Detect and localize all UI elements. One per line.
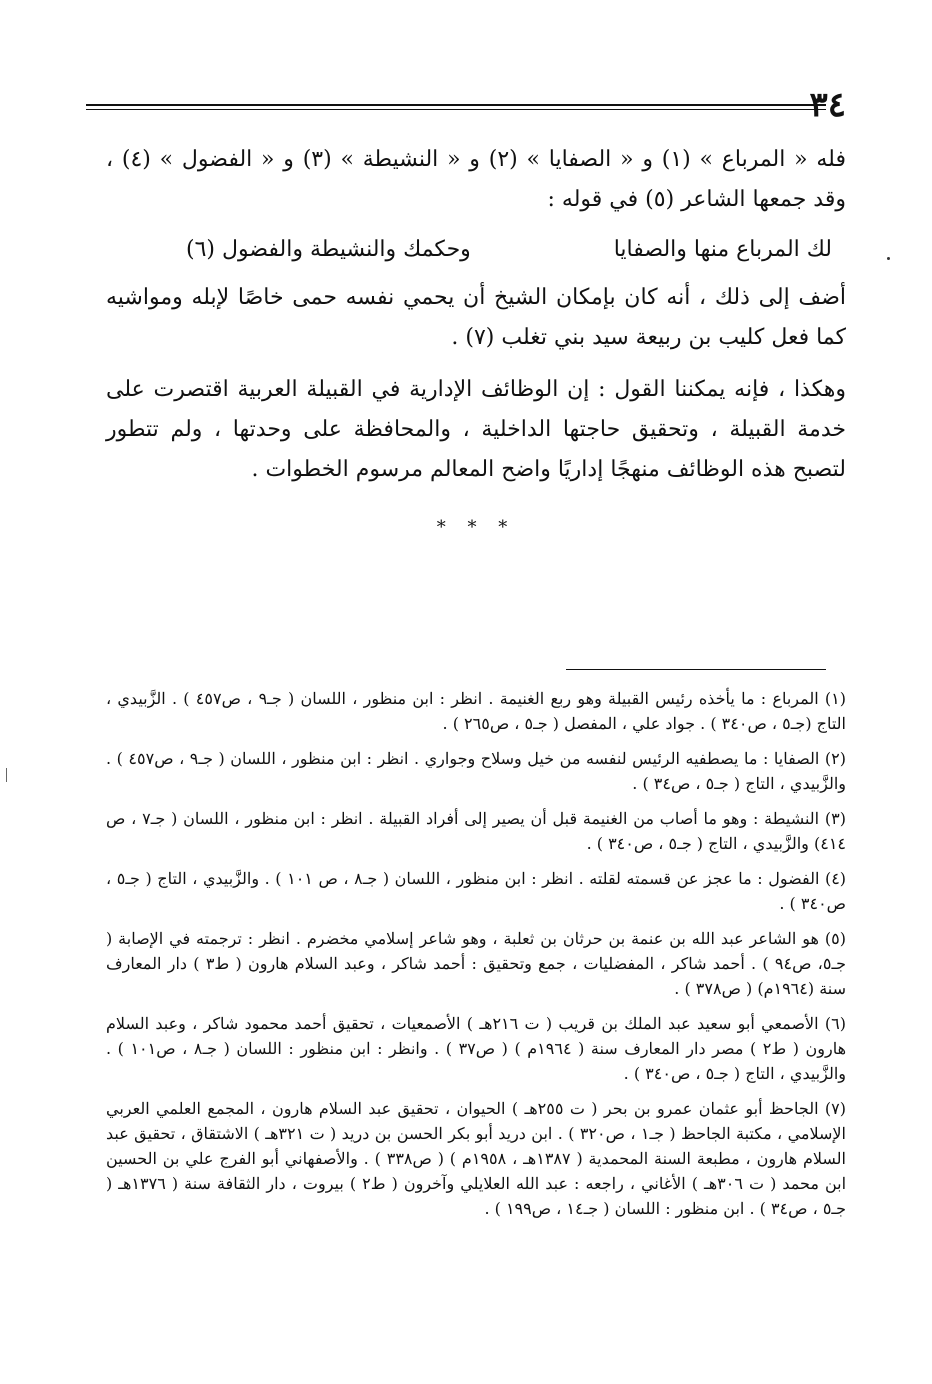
footnote-5: (٥) هو الشاعر عبد الله بن عنمة بن حرثان بن ثعلبة ، وهو شاعر إسلامي مخضرم . انظر : ترجمته في الإصابة ( جـ٥، ص٩٤ ) . أحمد شاكر ، المفضليات ، جمع وتحقيق : أحمد شاكر ، وعبد السلام هارون ( ط٣ ) دار المعارف سنة (١٩٦٤م) ( ص٣٧٨ ) .: [106, 929, 847, 998]
footnote-3: (٣) النشيطة : وهو ما أصاب من الغنيمة قبل أن يصير إلى أفراد القبيلة . انظر : ابن منظور ، اللسان ( جـ٧ ، ص ٤١٤) والزَّبيدي ، التاج ( جـ٥ ، ص٣٤٠ ) .: [106, 809, 846, 853]
footnote-4: (٤) الفضول : ما عجز عن قسمته لقلته . انظر : ابن منظور ، اللسان ( جـ٨ ، ص ١٠١ ) . والزَّبيدي ، التاج ( جـ٥ ، ص٣٤٠ ) .: [106, 869, 847, 913]
footnote-2: (٢) الصفايا : ما يصطفيه الرئيس لنفسه من خيل وسلاح وجواري . انظر : ابن منظور ، اللسان ( جـ٩ ، ص٤٥٧ ) . والزَّبيدي ، التاج ( جـ٥ ، ص٣٤ ) .: [106, 749, 847, 793]
verse-second-hemistich: وحكمك والنشيطة والفضول (٦): [186, 237, 471, 262]
footnote-rule: [566, 669, 826, 670]
footnote-1: (١) المرباع : ما يأخذه رئيس القبيلة وهو ربع الغنيمة . انظر : ابن منظور ، اللسان ( جـ٩ ، ص٤٥٧ ) . الزَّبيدي ، التاج (جـ٥ ، ص٣٤٠ ) . جواد علي ، المفصل ( جـ٥ ، ص٢٦٥ ) .: [106, 689, 847, 733]
footnote-7: (٧) الجاحظ أبو عثمان عمرو بن بحر ( ت ٢٥٥هـ ) الحيوان ، تحقيق عبد السلام هارون ، المجمع العلمي العربي الإسلامي ، مكتبة الجاحظ ( جـ١ ، ص٣٢٠ ) . ابن دريد أبو بكر الحسن بن دريد ( ت ٣٢١هـ ) الاشتقاق ، تحقيق عبد السلام هارون ، مطبعة السنة المحمدية ( ١٣٨٧هـ ، ١٩٥٨م ) ( ص٣٣٨ ) . والأصفهاني أبو الفرج علي بن الحسين ابن محمد ( ت ٣٠٦هـ ) الأغاني ، راجعه : عبد الله العلايلي وآخرون ( ط٢ ) بيروت ، دار الثقافة سنة ( ١٣٧٦هـ ( جـ٥ ، ص٣٤ ) . ابن منظور : اللسان ( جـ١٤ ، ص١٩٩ ) .: [106, 1099, 847, 1218]
main-text: [106, 140, 846, 548]
margin-tick: [6, 768, 7, 782]
paragraph-1: فله « المرباع » (١) و « الصفايا » (٢) و « النشيطة » (٣) و « الفضول » (٤) ، وقد جمعها الشاعر (٥) في قوله :: [106, 147, 846, 212]
verse-first-hemistich: لك المرباع منها والصفايا: [613, 237, 832, 262]
footnotes: [106, 686, 846, 1231]
verse: [106, 228, 846, 272]
header-rule: [86, 104, 826, 110]
margin-mark: [887, 257, 890, 260]
paragraph-3: وهكذا ، فإنه يمكننا القول : إن الوظائف الإدارية في القبيلة العربية اقتصرت على خدمة القبيلة ، وتحقيق حاجتها الداخلية ، والمحافظة على وحدتها ، ولم تتطور لتصبح هذه الوظائف منهجًا إداريًا واضح المعالم مرسوم الخطوات .: [106, 377, 846, 482]
page-number: ٣٤: [809, 85, 846, 125]
paragraph-2: أضف إلى ذلك ، أنه كان بإمكان الشيخ أن يحمي نفسه حمى خاصًا لإبله ومواشيه كما فعل كليب بن ربيعة سيد بني تغلب (٧) .: [106, 285, 846, 350]
footnote-6: (٦) الأصمعي أبو سعيد عبد الملك بن قريب ( ت ٢١٦هـ ) الأصمعيات ، تحقيق أحمد محمود شاكر ، وعبد السلام هارون ( ط٢ ) مصر دار المعارف سنة ( ١٩٦٤م ) ( ص٣٧ ) . وانظر : ابن منظور : اللسان ( جـ٨ ، ص١٠١ ) . والزَّبيدي ، التاج ( جـ٥ ، ص٣٤٠ ) .: [106, 1014, 847, 1083]
section-separator: * * *: [436, 517, 516, 538]
